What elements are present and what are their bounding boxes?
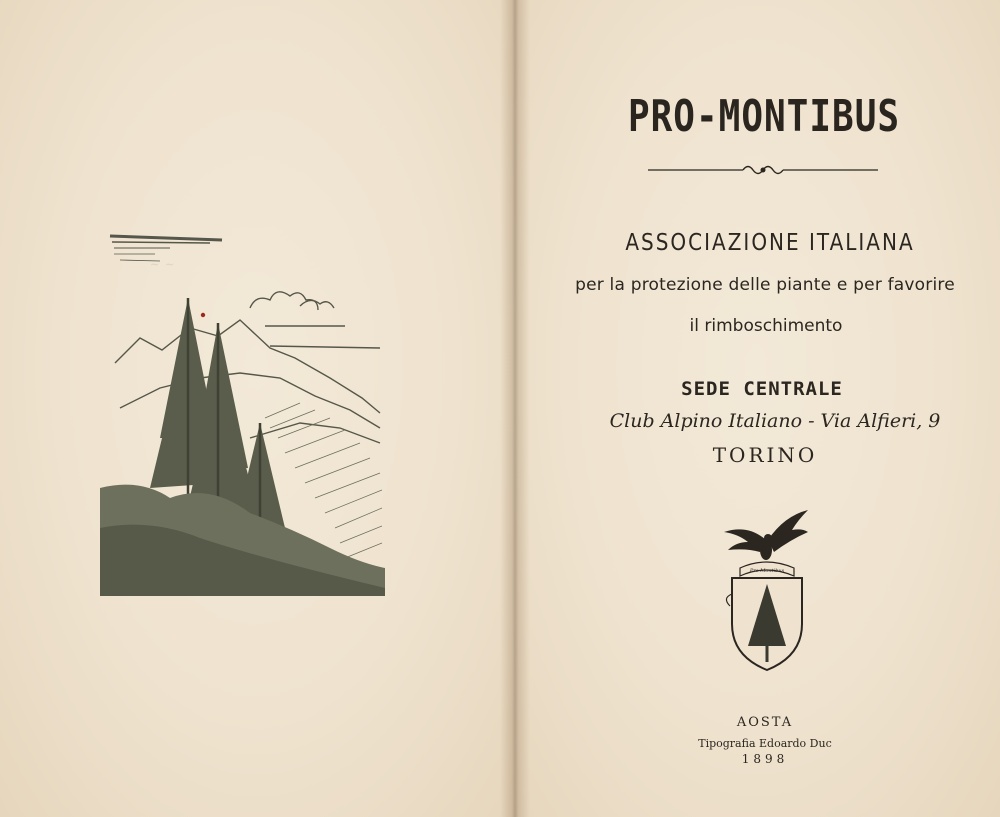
headquarters-label: SEDE CENTRALE	[681, 378, 843, 400]
alpine-forest-illustration	[100, 228, 385, 596]
imprint-place: AOSTA	[736, 715, 794, 730]
eagle-shield-emblem	[718, 506, 814, 674]
city: TORINO	[712, 443, 818, 467]
ornamental-divider	[648, 160, 878, 180]
imprint-year: 1898	[741, 752, 789, 766]
title: PRO-MONTIBUS	[627, 92, 901, 143]
purpose-line-1: per la protezione delle piante e per favorire	[575, 275, 955, 295]
association-name: ASSOCIAZIONE ITALIANA	[625, 228, 915, 256]
imprint-printer: Tipografia Edoardo Duc	[698, 737, 832, 750]
show-through-text: ~ ~	[150, 258, 176, 271]
faded-stamp	[195, 736, 305, 750]
purpose-line-2: il rimboschimento	[689, 316, 843, 336]
book-gutter	[500, 0, 530, 817]
address: Club Alpino Italiano - Via Alfieri, 9	[609, 410, 941, 432]
emblem-motto: Pro Montibus	[749, 568, 785, 574]
